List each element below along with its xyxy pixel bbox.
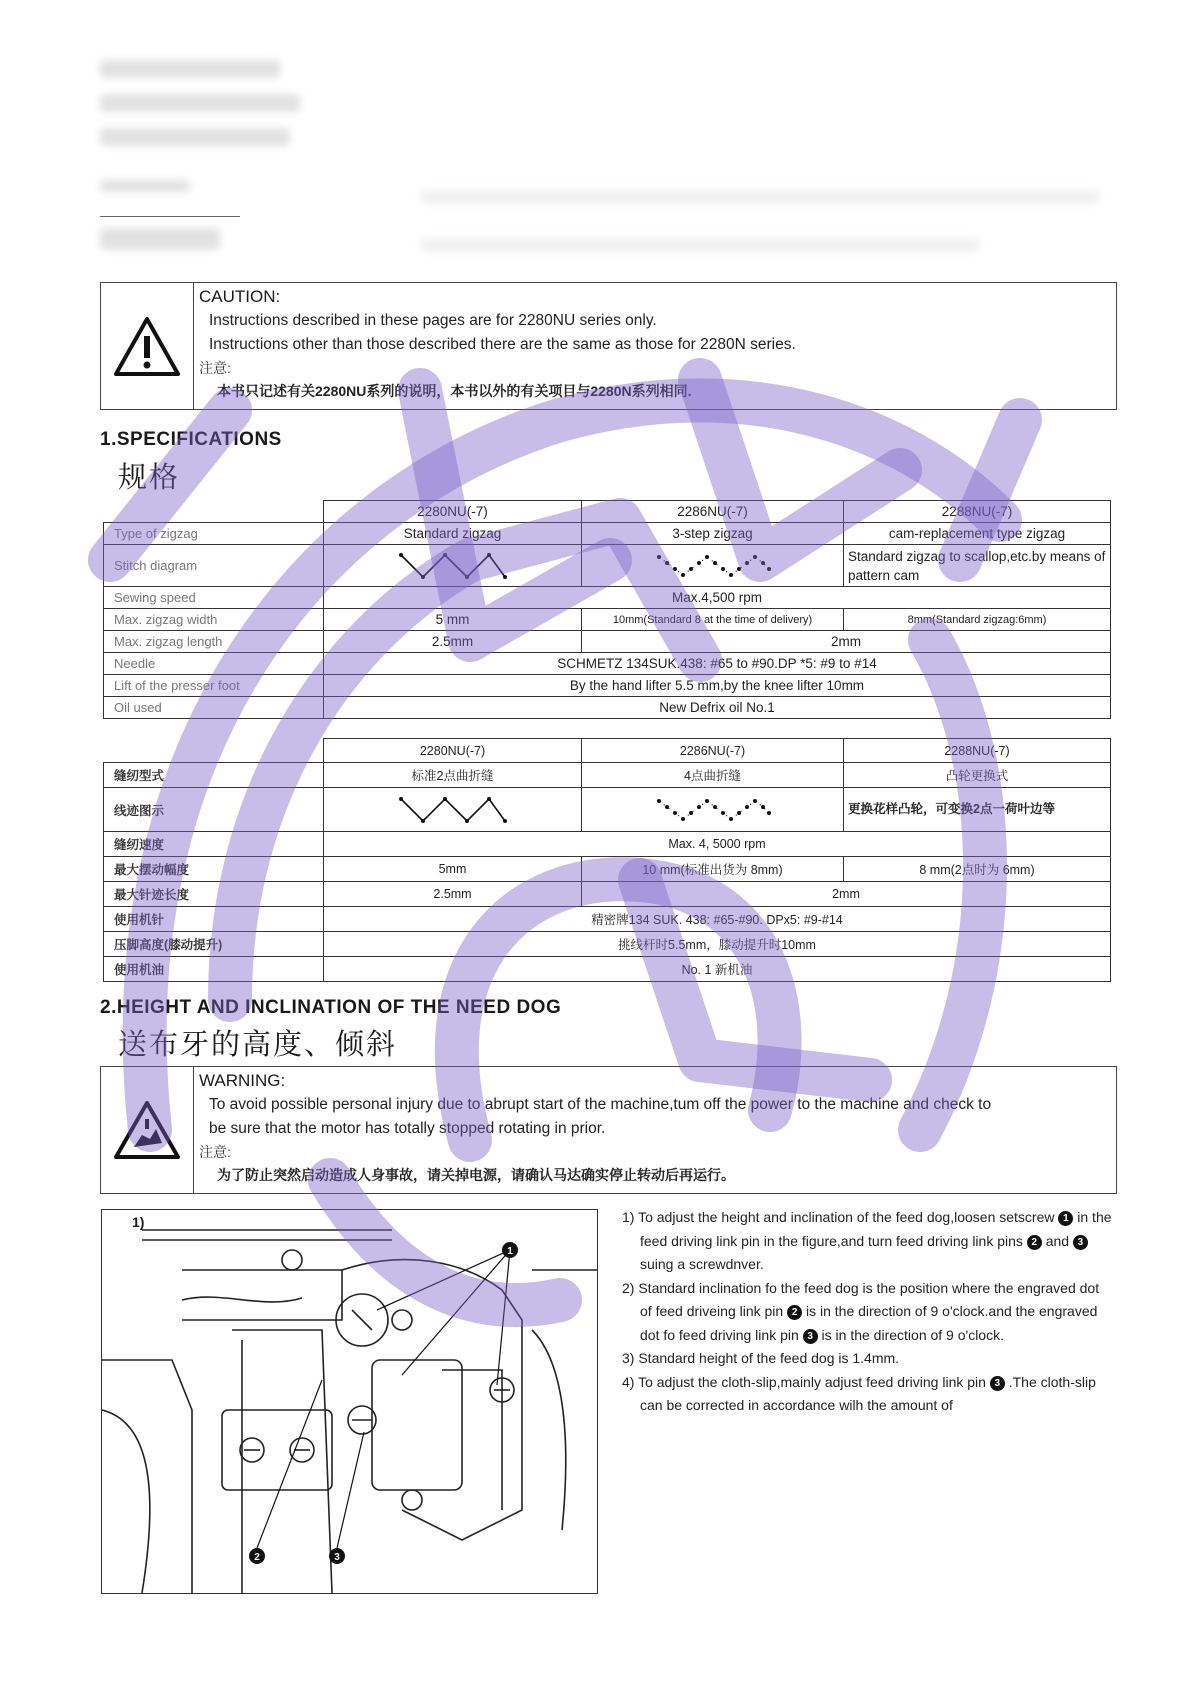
table-cell: Max.4,500 rpm: [324, 587, 1111, 609]
row-label: Needle: [104, 653, 324, 675]
table-cell: 5 mm: [324, 609, 582, 631]
callout-3: 3: [334, 1552, 340, 1563]
caution-line-2: Instructions other than those described there are the same as those for 2280N series.: [209, 336, 796, 353]
table-row: [104, 832, 1111, 857]
table-row: [104, 788, 1111, 832]
caution-line-1: Instructions described in these pages are for 2280NU series only.: [209, 312, 657, 329]
table-cell: New Defrix oil No.1: [324, 697, 1111, 719]
row-label: 使用机针: [104, 907, 324, 932]
warning-zh-title: 注意:: [199, 1144, 231, 1160]
table-cell: By the hand lifter 5.5 mm,by the knee lifter 10mm: [324, 675, 1111, 697]
stitch-diagram-2pt: [324, 788, 582, 832]
table-cell: 8 mm(2点时为 6mm): [844, 857, 1111, 882]
step-3: 3) Standard height of the feed dog is 1.4mm.: [622, 1350, 900, 1366]
table-cell: Max. 4, 5000 rpm: [324, 832, 1111, 857]
table-row: [104, 739, 1111, 763]
caution-zh-title: 注意:: [199, 360, 231, 376]
header-2288: 2288NU(-7): [844, 739, 1111, 763]
header-2286: 2286NU(-7): [582, 739, 844, 763]
table-cell: 2.5mm: [324, 631, 582, 653]
table-row: [104, 653, 1111, 675]
table-row: [104, 697, 1111, 719]
callout-2: 2: [254, 1552, 260, 1563]
row-label: Type of zigzag: [104, 523, 324, 545]
table-cell: 挑线杆时5.5mm，膝动提升时10mm: [324, 932, 1111, 957]
header-2280: 2280NU(-7): [324, 501, 582, 523]
table-row: [104, 501, 1111, 523]
section-1-title-zh: 规格: [118, 462, 181, 494]
step-2: 2) Standard inclination fo the feed dog is the position where the engraved dot of feed driveing link pin 2 is in the direction of 9 o'clock.and the engraved dot fo feed driving link pin 3 is in the direction of 9 o'clock.: [622, 1279, 1100, 1343]
caution-title: CAUTION:: [199, 287, 281, 306]
row-label: 缝纫型式: [104, 763, 324, 788]
row-label: 缝纫速度: [104, 832, 324, 857]
table-cell: 2.5mm: [324, 882, 582, 907]
warning-box: [100, 1066, 1117, 1194]
row-label: 线迹图示: [104, 788, 324, 832]
table-row: [104, 763, 1111, 788]
table-cell: 10 mm(标准出货为 8mm): [582, 857, 844, 882]
adjustment-steps: [622, 1206, 1112, 1418]
table-row: [104, 957, 1111, 982]
stitch-diagram-3step: [582, 545, 844, 587]
badge-3: 3: [1073, 1235, 1088, 1250]
caution-box: [100, 282, 1117, 410]
table-cell: 2mm: [582, 882, 1111, 907]
badge-1: 1: [1058, 1211, 1073, 1226]
table-cell: 4点曲折缝: [582, 763, 844, 788]
table-row: [104, 932, 1111, 957]
table-cell: 2mm: [582, 631, 1111, 653]
callout-1: 1: [507, 1246, 513, 1257]
table-cell: cam-replacement type zigzag: [844, 523, 1111, 545]
row-label: Sewing speed: [104, 587, 324, 609]
table-cell: Standard zigzag: [324, 523, 582, 545]
header-2280: 2280NU(-7): [324, 739, 582, 763]
row-label: Oil used: [104, 697, 324, 719]
caution-triangle-icon: [101, 283, 194, 409]
table-cell: 3-step zigzag: [582, 523, 844, 545]
warning-hand-icon: [101, 1067, 194, 1193]
row-label: 压脚高度(膝动提升): [104, 932, 324, 957]
table-cell: SCHMETZ 134SUK.438: #65 to #90.DP *5: #9 to #14: [324, 653, 1111, 675]
table-cell: 凸轮更换式: [844, 763, 1111, 788]
table-cell: 标准2点曲折缝: [324, 763, 582, 788]
badge-3: 3: [990, 1376, 1005, 1391]
blurred-header: [100, 60, 1100, 270]
warning-title: WARNING:: [199, 1071, 286, 1090]
row-label: 最大摆动幅度: [104, 857, 324, 882]
section-2-title-zh: 送布牙的高度、倾斜: [118, 1029, 398, 1061]
table-cell: 10mm(Standard 8 at the time of delivery): [582, 609, 844, 631]
section-2-title: 2.HEIGHT AND INCLINATION OF THE NEED DOG: [100, 997, 562, 1018]
badge-2: 2: [1027, 1235, 1042, 1250]
table-row: [104, 545, 1111, 587]
table-row: [104, 907, 1111, 932]
table-cell: 更换花样凸轮，可变换2点一荷叶边等: [844, 788, 1111, 832]
warning-zh-line: 为了防止突然启动造成人身事故，请关掉电源，请确认马达确实停止转动后再运行。: [217, 1167, 735, 1183]
spec-table-zh: [103, 738, 1111, 982]
warning-line-2: be sure that the motor has totally stopped rotating in prior.: [209, 1120, 606, 1137]
step-4: 4) To adjust the cloth-slip,mainly adjust feed driving link pin 3 .The cloth-slip can be corrected in accordance wilh the amount of: [622, 1373, 1096, 1413]
step-1: 1) To adjust the height and inclination of the feed dog,loosen setscrew 1 in the feed driving link pin in the figure,and turn feed driving link pins 2 and 3 suing a screwdnver.: [622, 1209, 1112, 1272]
row-label: 使用机油: [104, 957, 324, 982]
table-cell: No. 1 新机油: [324, 957, 1111, 982]
table-cell: 5mm: [324, 857, 582, 882]
table-row: [104, 523, 1111, 545]
header-2286: 2286NU(-7): [582, 501, 844, 523]
table-row: [104, 675, 1111, 697]
caution-zh-line: 本书只记述有关2280NU系列的说明，本书以外的有关项目与2280N系列相同.: [217, 383, 692, 399]
header-2288: 2288NU(-7): [844, 501, 1111, 523]
row-label: Lift of the presser foot: [104, 675, 324, 697]
spec-table-en: [103, 500, 1111, 719]
table-row: [104, 609, 1111, 631]
table-row: [104, 882, 1111, 907]
feed-dog-figure: [101, 1209, 598, 1594]
table-row: [104, 857, 1111, 882]
table-row: [104, 587, 1111, 609]
badge-2: 2: [787, 1305, 802, 1320]
row-label: Stitch diagram: [104, 545, 324, 587]
row-label: Max. zigzag length: [104, 631, 324, 653]
machine-illustration: [102, 1210, 597, 1593]
badge-3: 3: [803, 1329, 818, 1344]
figure-label: 1): [132, 1214, 145, 1230]
stitch-diagram-3step: [582, 788, 844, 832]
table-cell: 精密牌134 SUK. 438: #65-#90. DPx5: #9-#14: [324, 907, 1111, 932]
stitch-diagram-2pt: [324, 545, 582, 587]
section-1-title: 1.SPECIFICATIONS: [100, 429, 282, 450]
row-label: 最大针迹长度: [104, 882, 324, 907]
warning-line-1: To avoid possible personal injury due to abrupt start of the machine,tum off the power to the machine and check to: [209, 1096, 992, 1113]
table-cell: 8mm(Standard zigzag:6mm): [844, 609, 1111, 631]
table-cell: Standard zigzag to scallop,etc.by means of pattern cam: [844, 545, 1111, 587]
row-label: Max. zigzag width: [104, 609, 324, 631]
table-row: [104, 631, 1111, 653]
